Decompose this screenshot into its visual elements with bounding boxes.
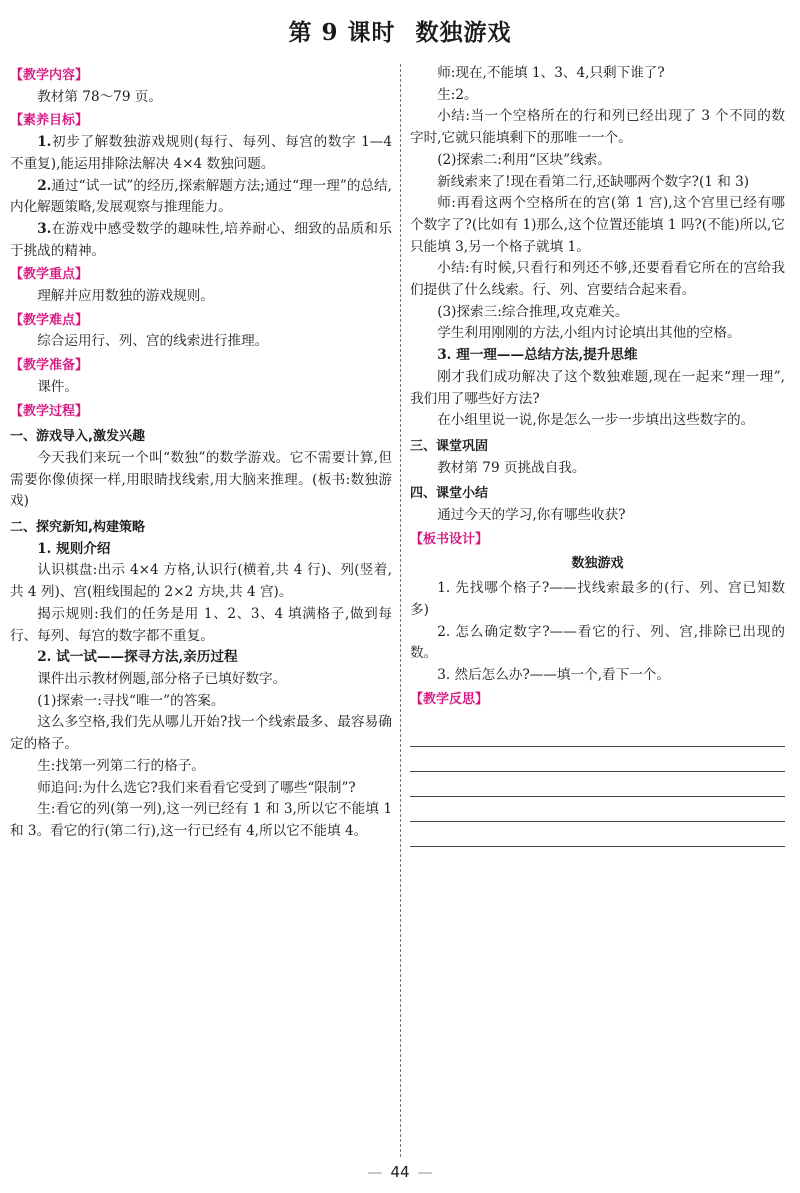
step-3-heading: 三、课堂巩固 [410,438,489,454]
goal-3 [10,219,392,262]
try-text-3: 这么多空格,我们先从哪儿开始?找一个线索最多、最容易确定的格子。 [10,714,392,753]
goal-3-text: 在游戏中感受数学的趣味性,培养耐心、细致的品质和乐于挑战的精神。 [10,220,392,259]
goal-2-text: 通过“试一试”的经历,探索解题方法;通过“理一理”的总结,内化解题策略,发展观察与推理能力。 [10,177,392,216]
right-text-1: 师:现在,不能填 1、3、4,只剩下谁了? [437,65,665,81]
rules-reveal-text: 揭示规则:我们的任务是用 1、2、3、4 填满格子,做到每行、每列、每宫的数字都不重复。 [10,605,392,644]
preparation-text: 课件。 [37,378,78,395]
try-text-4: 生:找第一列第二行的格子。 [37,757,205,774]
right-text-3: 小结:当一个空格所在的行和列已经出现了 3 个不同的数字时,它就只能填剩下的那唯一一个。 [410,108,785,147]
column-divider [400,64,401,1157]
right-text-9: 学生利用刚刚的方法,小组内讨论填出其他的空格。 [437,325,741,342]
try-heading: 2. 试一试——探寻方法,亲历过程 [37,649,238,666]
try-text-2: (1)探索一:寻找“唯一”的答案。 [37,692,225,709]
lesson-number: 第 9 课时 [288,19,396,46]
page-number: 44 [390,1163,410,1181]
content-text: 教材第 78～79 页。 [37,88,162,105]
page-title [0,14,800,47]
try-text-1: 课件出示教材例题,部分格子已填好数字。 [37,670,287,687]
section-heading-goals: 【素养目标】 [10,113,89,129]
left-column [10,63,392,843]
step-4-text: 通过今天的学习,你有哪些收获? [437,507,626,524]
board-item-3: 3. 然后怎么办?——填一个,看下一个。 [437,666,670,683]
rules-heading: 1. 规则介绍 [37,540,111,557]
reflection-line [410,797,785,822]
reflection-lines [410,722,785,847]
try-text-6: 生:看它的列(第一列),这一列已经有 1 和 3,所以它不能填 1 和 3。看它的行(第二行),这一行已经有 4,所以它不能填 4。 [10,801,392,839]
difficulty-text: 综合运用行、列、宫的线索进行推理。 [37,333,269,350]
step-1-text: 今天我们来玩一个叫“数独”的数学游戏。它不需要计算,但需要你像侦探一样,用眼睛找线索,用大脑来推理。(板书:数独游戏) [10,449,392,510]
section-heading-process: 【教学过程】 [10,403,89,419]
section-heading-content: 【教学内容】 [10,68,89,83]
try-text-5: 师追问:为什么选它?我们来看看它受到了哪些“限制”? [37,779,356,796]
section-heading-preparation: 【教学准备】 [10,358,89,374]
right-text-2: 生:2。 [437,86,478,103]
lesson-name: 数独游戏 [415,19,512,46]
right-text-6: 师:再看这两个空格所在的宫(第 1 宫),这个宫里已经有哪个数字了?(比如有 1)那么,这个位置还能填 1 吗?(不能)所以,它只能填 3,另一个格子就填 1。 [410,195,785,255]
right-text-11: 刚才我们成功解决了这个数独难题,现在一起来“理一理”,我们用了哪些好方法? [410,368,785,407]
step-3-text: 教材第 79 页挑战自我。 [437,459,586,476]
right-text-7: 小结:有时候,只看行和列还不够,还要看看它所在的宫给我们提供了什么线索。行、列、宫要结合起来看。 [410,260,785,299]
goal-1-number: 1. [37,134,52,151]
board-item-2: 2. 怎么确定数字?——看它的行、列、宫,排除已出现的数。 [410,623,785,662]
page-footer [0,1163,800,1181]
right-text-4: (2)探索二:利用“区块”线索。 [437,151,611,168]
section-heading-key: 【教学重点】 [10,267,89,283]
rules-board-text: 认识棋盘:出示 4×4 方格,认识行(横着,共 4 行)、列(竖着,共 4 列)、宫(粗线围起的 2×2 方块,共 4 宫)。 [10,562,392,601]
reflection-line [410,822,785,847]
reflection-line [410,772,785,797]
step-4-heading: 四、课堂小结 [410,486,489,502]
board-item-1: 1. 先找哪个格子?——找线索最多的(行、列、宫已知数多) [410,580,785,618]
right-text-8: (3)探索三:综合推理,攻克难关。 [437,303,629,320]
reflection-line [410,722,785,747]
goal-1-text: 初步了解数独游戏规则(每行、每列、每宫的数字 1—4 不重复),能运用排除法解决 4×4 数独问题。 [10,134,392,172]
right-text-5: 新线索来了!现在看第二行,还缺哪两个数字?(1 和 3) [437,173,750,190]
key-text: 理解并应用数独的游戏规则。 [37,288,214,305]
summarize-heading: 3. 理一理——总结方法,提升思维 [437,347,638,364]
goal-3-number: 3. [37,220,52,237]
section-heading-reflection: 【教学反思】 [410,691,489,707]
right-text-12: 在小组里说一说,你是怎么一步一步填出这些数字的。 [437,412,755,429]
step-1-heading: 一、游戏导入,激发兴趣 [10,429,145,445]
footer-dash-right: — [417,1163,433,1181]
section-heading-difficulty: 【教学难点】 [10,312,89,328]
goal-2 [10,176,392,219]
footer-dash-left: — [367,1163,383,1181]
goal-2-number: 2. [37,177,52,194]
section-heading-board: 【板书设计】 [410,531,489,547]
reflection-line [410,747,785,772]
right-column [410,63,785,847]
goal-1 [10,132,392,175]
board-title: 数独游戏 [571,556,624,572]
step-2-heading: 二、探究新知,构建策略 [10,520,145,536]
